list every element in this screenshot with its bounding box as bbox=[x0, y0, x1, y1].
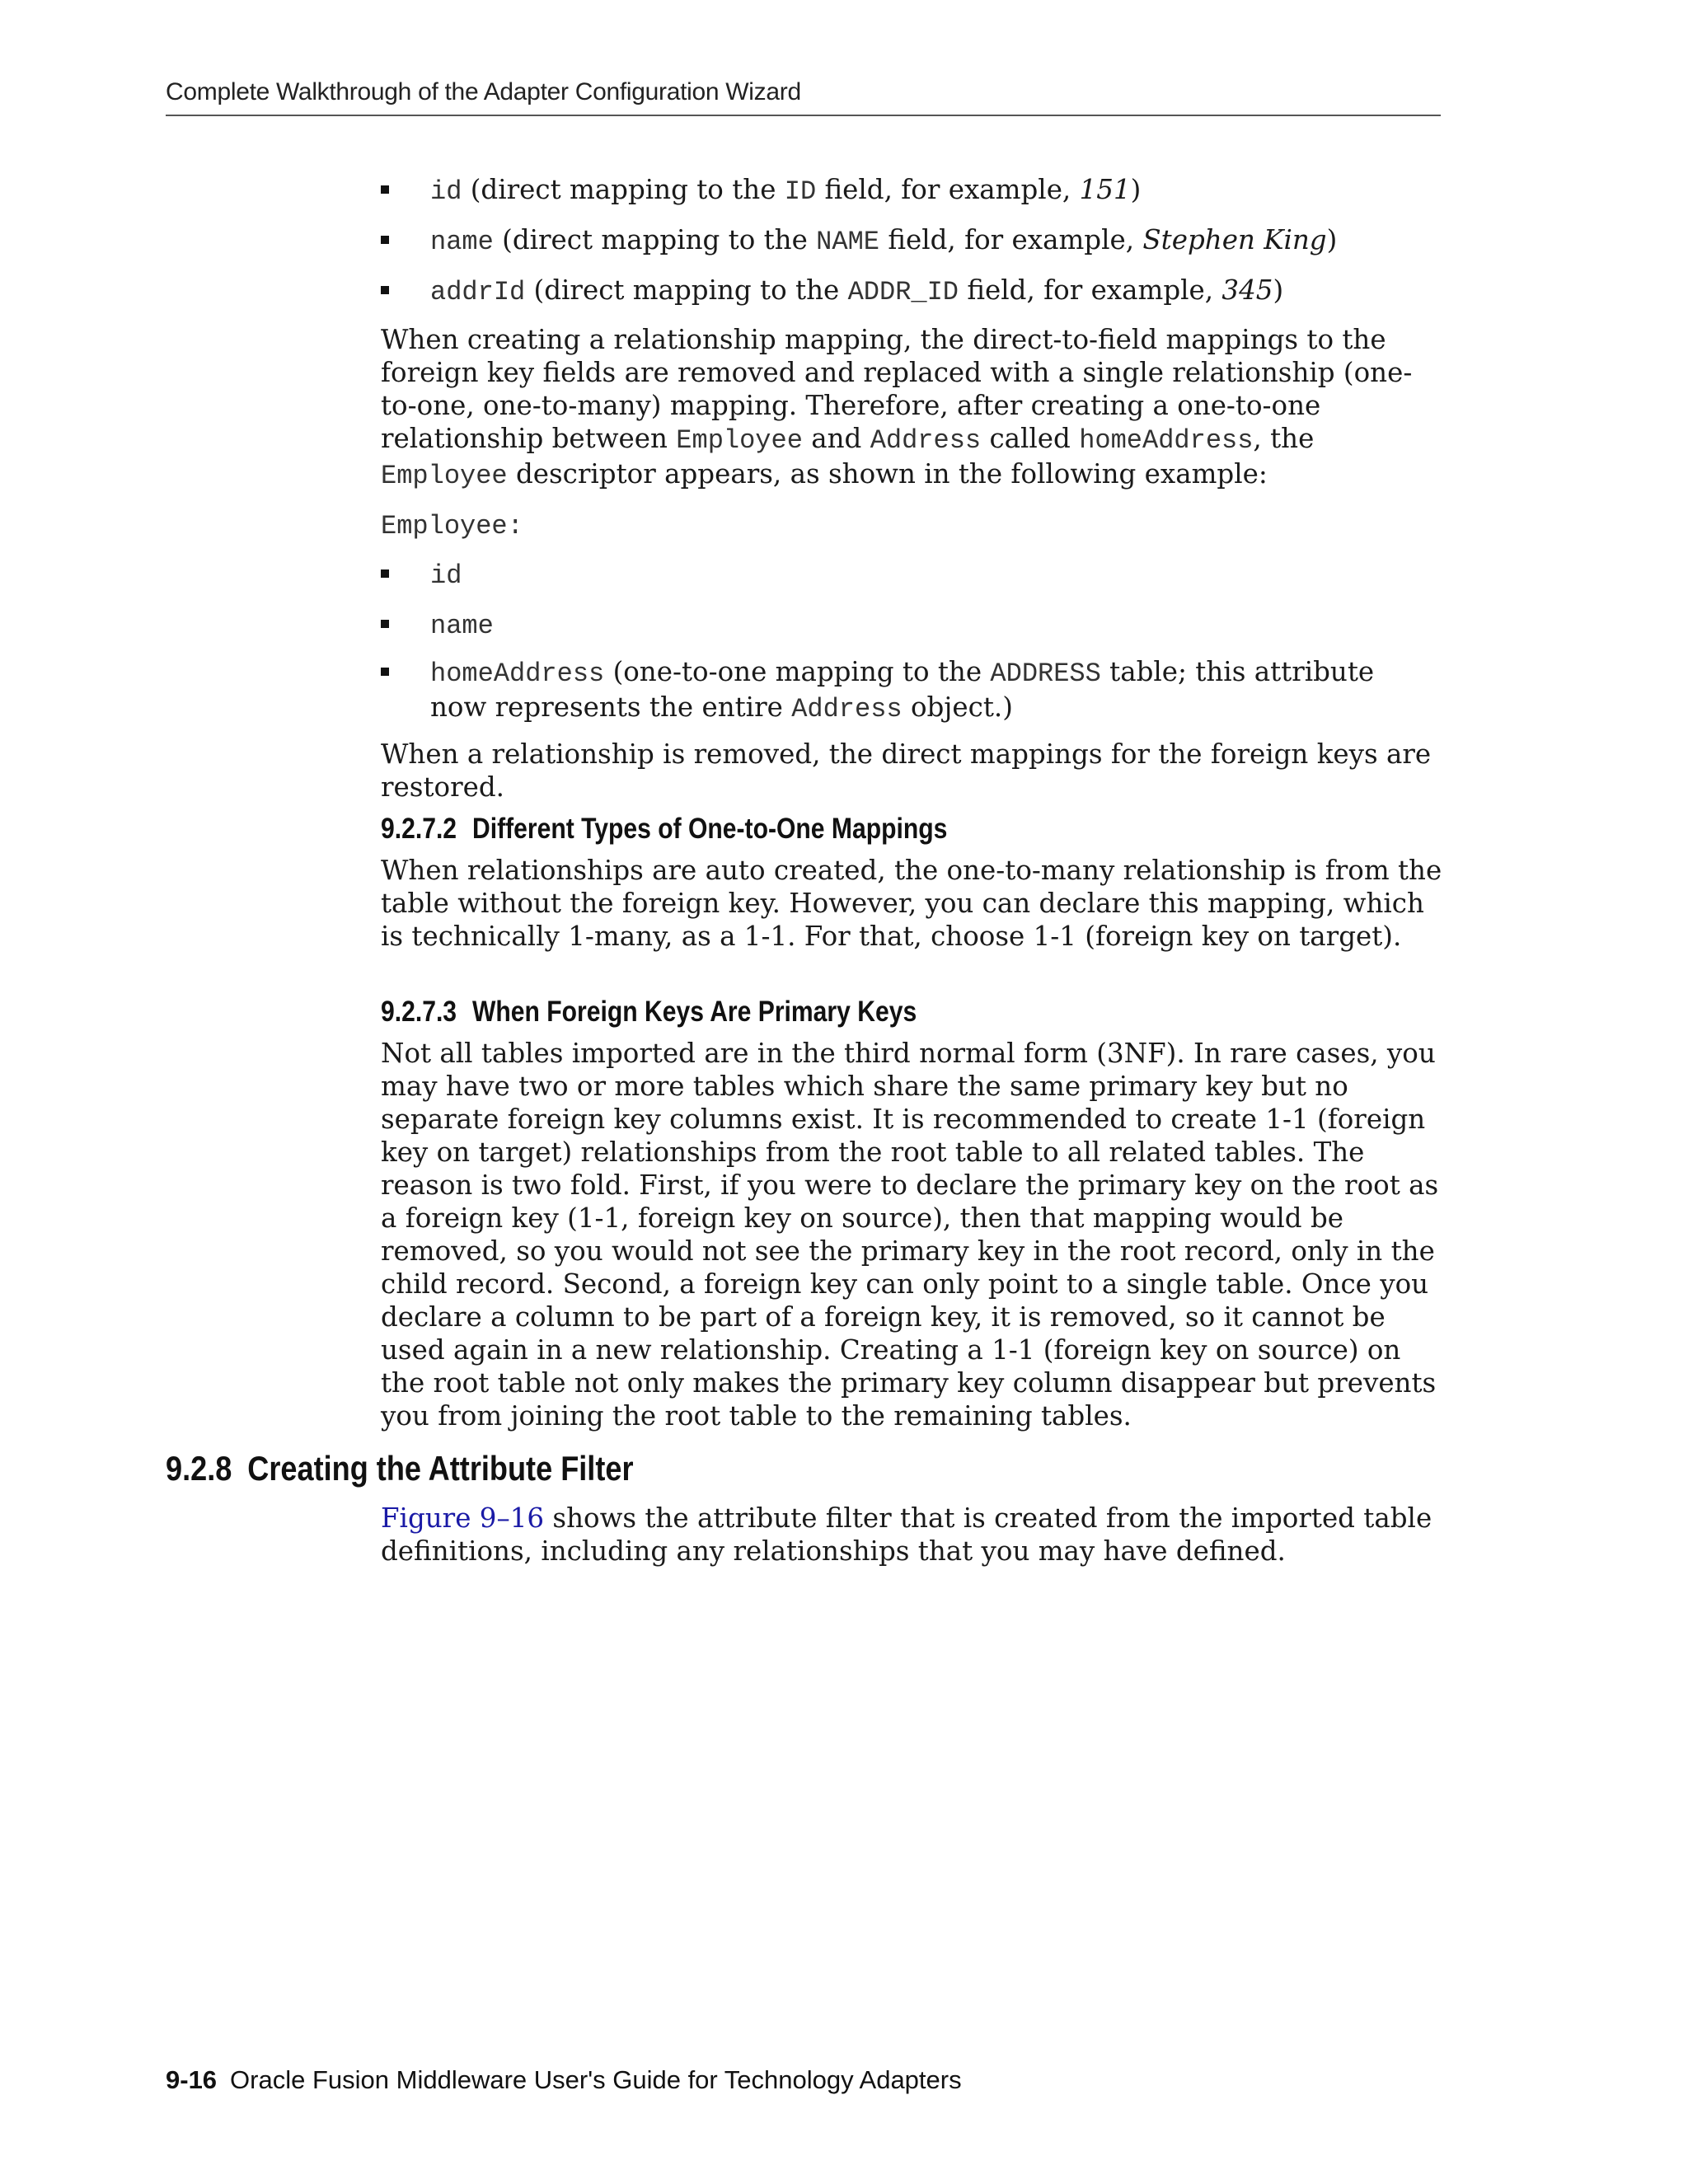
bullet-marker bbox=[381, 569, 389, 578]
page-number: 9-16 bbox=[166, 2065, 218, 2094]
page-footer bbox=[166, 2064, 962, 2097]
section-body-9-2-7-2: When relationships are auto created, the one-to-many relationship is from the table without the foreign key. However, you can declare this mapping, which is technically 1-many, as a 1-1. For that, choose 1-1 (foreign key on target). bbox=[381, 855, 1442, 952]
bullet-marker bbox=[381, 620, 389, 628]
list-item-text: addrId (direct mapping to the ADDR_ID field, for example, 345) bbox=[430, 274, 1284, 307]
paragraph-relationship-mapping: When creating a relationship mapping, the direct-to-field mappings to the foreign key fields are removed and replaced with a single relationship (one-to-one, one-to-many) mapping. Therefore, after creating a one-to-one relationship between Employee and Address called homeAddress, the Employee descriptor appears, as shown in the following example: bbox=[381, 324, 1413, 491]
running-header bbox=[166, 76, 1441, 116]
footer-title: Oracle Fusion Middleware User's Guide for Technology Adapters bbox=[230, 2065, 962, 2094]
figure-link[interactable]: Figure 9–16 bbox=[381, 1502, 545, 1534]
bullet-marker bbox=[381, 185, 389, 194]
section-heading-9-2-7-3: 9.2.7.3 When Foreign Keys Are Primary Keys bbox=[381, 996, 917, 1028]
list-item-text: homeAddress (one-to-one mapping to the ADDRESS table; this attribute now represents the entire Address object.) bbox=[430, 656, 1375, 724]
section-body-9-2-7-3: Not all tables imported are in the third normal form (3NF). In rare cases, you may have two or more tables which share the same primary key but no separate foreign key columns exist. It is recommended to create 1-1 (foreign key on target) relationships from the root table to all related tables. The reason is two fold. First, if you were to declare the primary key on the root as a foreign key (1-1, foreign key on source), then that mapping would be removed, so you would not see the primary key in the root record, only in the child record. Second, a foreign key can only point to a single table. Once you declare a column to be part of a foreign key, it is removed, so it cannot be used again in a new relationship. Creating a 1-1 (foreign key on source) on the root table not only makes the primary key column disappear but prevents you from joining the root table to the remaining tables. bbox=[381, 1038, 1439, 1432]
list-item-text: name (direct mapping to the NAME field, for example, Stephen King) bbox=[430, 224, 1338, 257]
bullet-marker bbox=[381, 286, 389, 294]
list-item-text: id (direct mapping to the ID field, for example, 151) bbox=[430, 174, 1142, 207]
list-item-text: name bbox=[430, 611, 494, 641]
header-title: Complete Walkthrough of the Adapter Configuration Wizard bbox=[166, 78, 801, 105]
section-heading-9-2-7-2: 9.2.7.2 Different Types of One-to-One Mappings bbox=[381, 813, 948, 845]
code-label: Employee: bbox=[381, 511, 523, 541]
paragraph-relationship-removed: When a relationship is removed, the direct mappings for the foreign keys are restored. bbox=[381, 738, 1432, 803]
bullet-marker bbox=[381, 236, 389, 244]
section-heading-9-2-8: 9.2.8 Creating the Attribute Filter bbox=[166, 1449, 634, 1488]
section-body-9-2-8: Figure 9–16 shows the attribute filter that is created from the imported table definitions, including any relationships that you may have defined. bbox=[381, 1502, 1432, 1567]
bullet-marker bbox=[381, 668, 389, 676]
list-item-text: id bbox=[430, 560, 462, 591]
